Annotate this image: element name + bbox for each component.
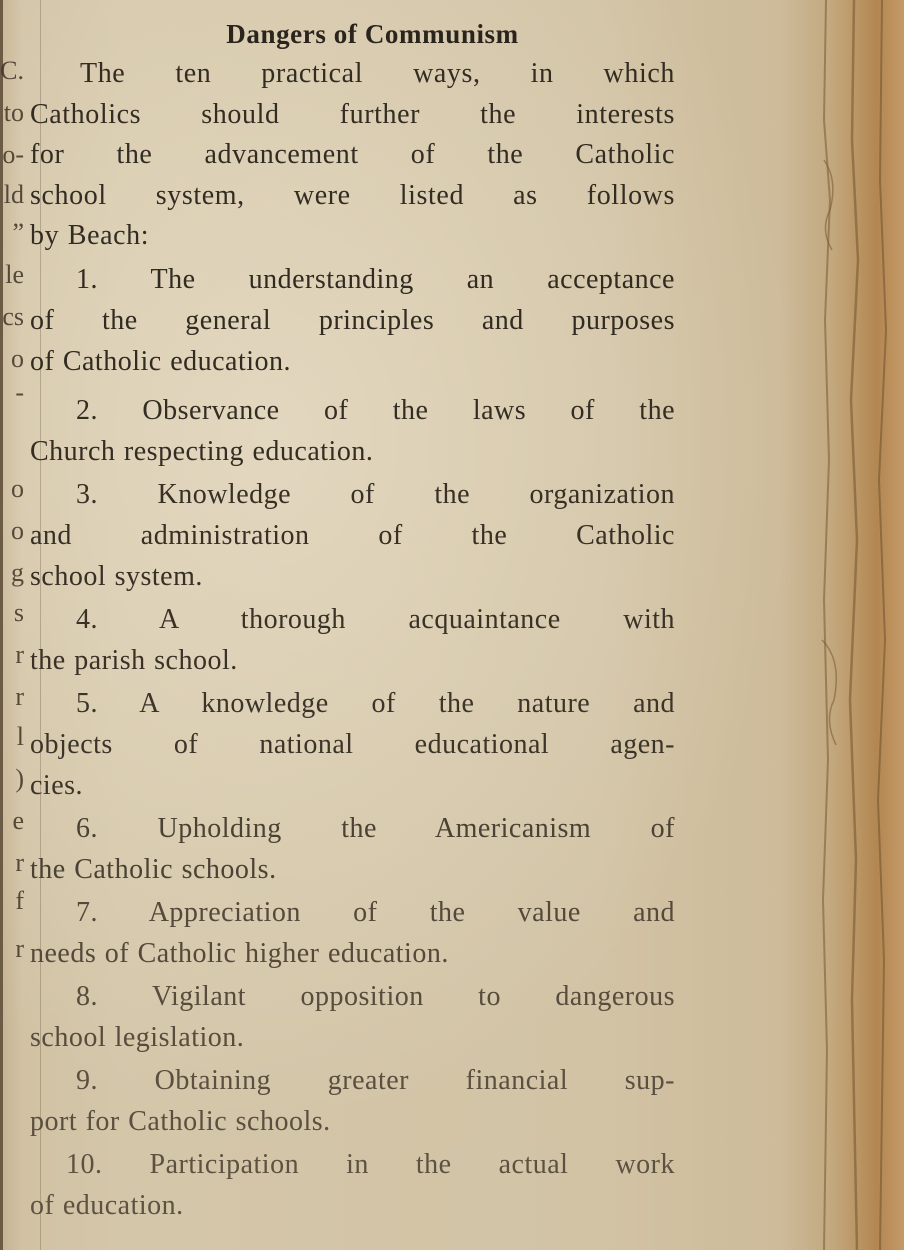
left-column-fragment: o — [11, 516, 24, 545]
text-line: 8. Vigilant opposition to dangerous — [76, 980, 675, 1012]
list-item — [30, 259, 675, 382]
list-item — [30, 599, 675, 681]
list-item — [30, 1060, 675, 1142]
text-line: Church respecting education. — [30, 435, 374, 467]
text-line: school system. — [30, 560, 203, 592]
text-line: by Beach: — [30, 220, 150, 251]
list-item — [30, 892, 675, 974]
left-column-fragment: s — [13, 598, 24, 627]
text-line: of the general principles and purposes — [30, 304, 675, 336]
left-column-fragment: ) — [15, 764, 24, 793]
article-headline: Dangers of Communism — [226, 19, 519, 49]
text-line: 5. A knowledge of the nature and — [76, 687, 675, 719]
left-column-fragment: o — [11, 344, 24, 373]
left-column-fragment: r — [15, 934, 24, 963]
text-line: of Catholic education. — [30, 345, 292, 377]
text-line: cies. — [30, 769, 84, 801]
text-line: of education. — [30, 1189, 184, 1221]
text-line: the Catholic schools. — [30, 853, 277, 885]
list-item — [30, 683, 675, 806]
text-line: 2. Observance of the laws of the — [76, 394, 675, 426]
text-line: 6. Upholding the Americanism of — [76, 812, 675, 844]
text-line: school system, were listed as follows — [30, 179, 675, 211]
text-line: and administration of the Catholic — [30, 519, 675, 551]
left-column-fragment: cs — [2, 302, 24, 331]
article — [30, 14, 675, 1226]
left-column-fragment: e — [12, 806, 24, 835]
list-item — [30, 390, 675, 472]
torn-page-edge — [812, 0, 904, 1250]
text-line: 7. Appreciation of the value and — [76, 896, 675, 928]
list-item — [30, 1144, 675, 1226]
left-column-fragment: r — [15, 848, 24, 877]
text-line: the parish school. — [30, 644, 238, 676]
text-line: 4. A thorough acquaintance with — [76, 603, 675, 635]
left-column-fragment: o — [11, 474, 24, 503]
text-line: school legislation. — [30, 1021, 245, 1053]
left-column-fragment: ld — [3, 180, 24, 209]
list-item — [30, 976, 675, 1058]
text-line: 3. Knowledge of the organization — [76, 478, 675, 510]
text-line: 1. The understanding an acceptance — [76, 263, 675, 295]
left-column-fragment: - — [15, 378, 24, 407]
text-line: 9. Obtaining greater financial sup- — [76, 1064, 675, 1096]
left-column-fragment: g — [11, 558, 24, 587]
intro-paragraph — [30, 54, 675, 257]
list-item — [30, 808, 675, 890]
left-column-fragment: l — [16, 722, 24, 751]
left-column-fragment: f — [15, 886, 24, 915]
text-line: for the advancement of the Catholic — [30, 139, 675, 170]
left-column-fragment: le — [5, 260, 24, 289]
left-column-fragment: to — [3, 98, 24, 127]
text-line: objects of national educational agen- — [30, 728, 675, 760]
text-line: 10. Participation in the actual work — [66, 1148, 675, 1180]
left-column-fragment: r — [15, 640, 24, 669]
text-line: Catholics should further the interests — [30, 98, 675, 130]
left-column-fragment: r — [15, 682, 24, 711]
text-line: needs of Catholic higher education. — [30, 937, 449, 969]
list-item — [30, 474, 675, 597]
left-column-fragment: o- — [2, 140, 24, 169]
text-line: port for Catholic schools. — [30, 1105, 331, 1137]
left-column-fragment: C. — [0, 56, 24, 85]
text-line: The ten practical ways, in which — [80, 58, 675, 89]
left-column-fragment: ” — [12, 218, 24, 247]
